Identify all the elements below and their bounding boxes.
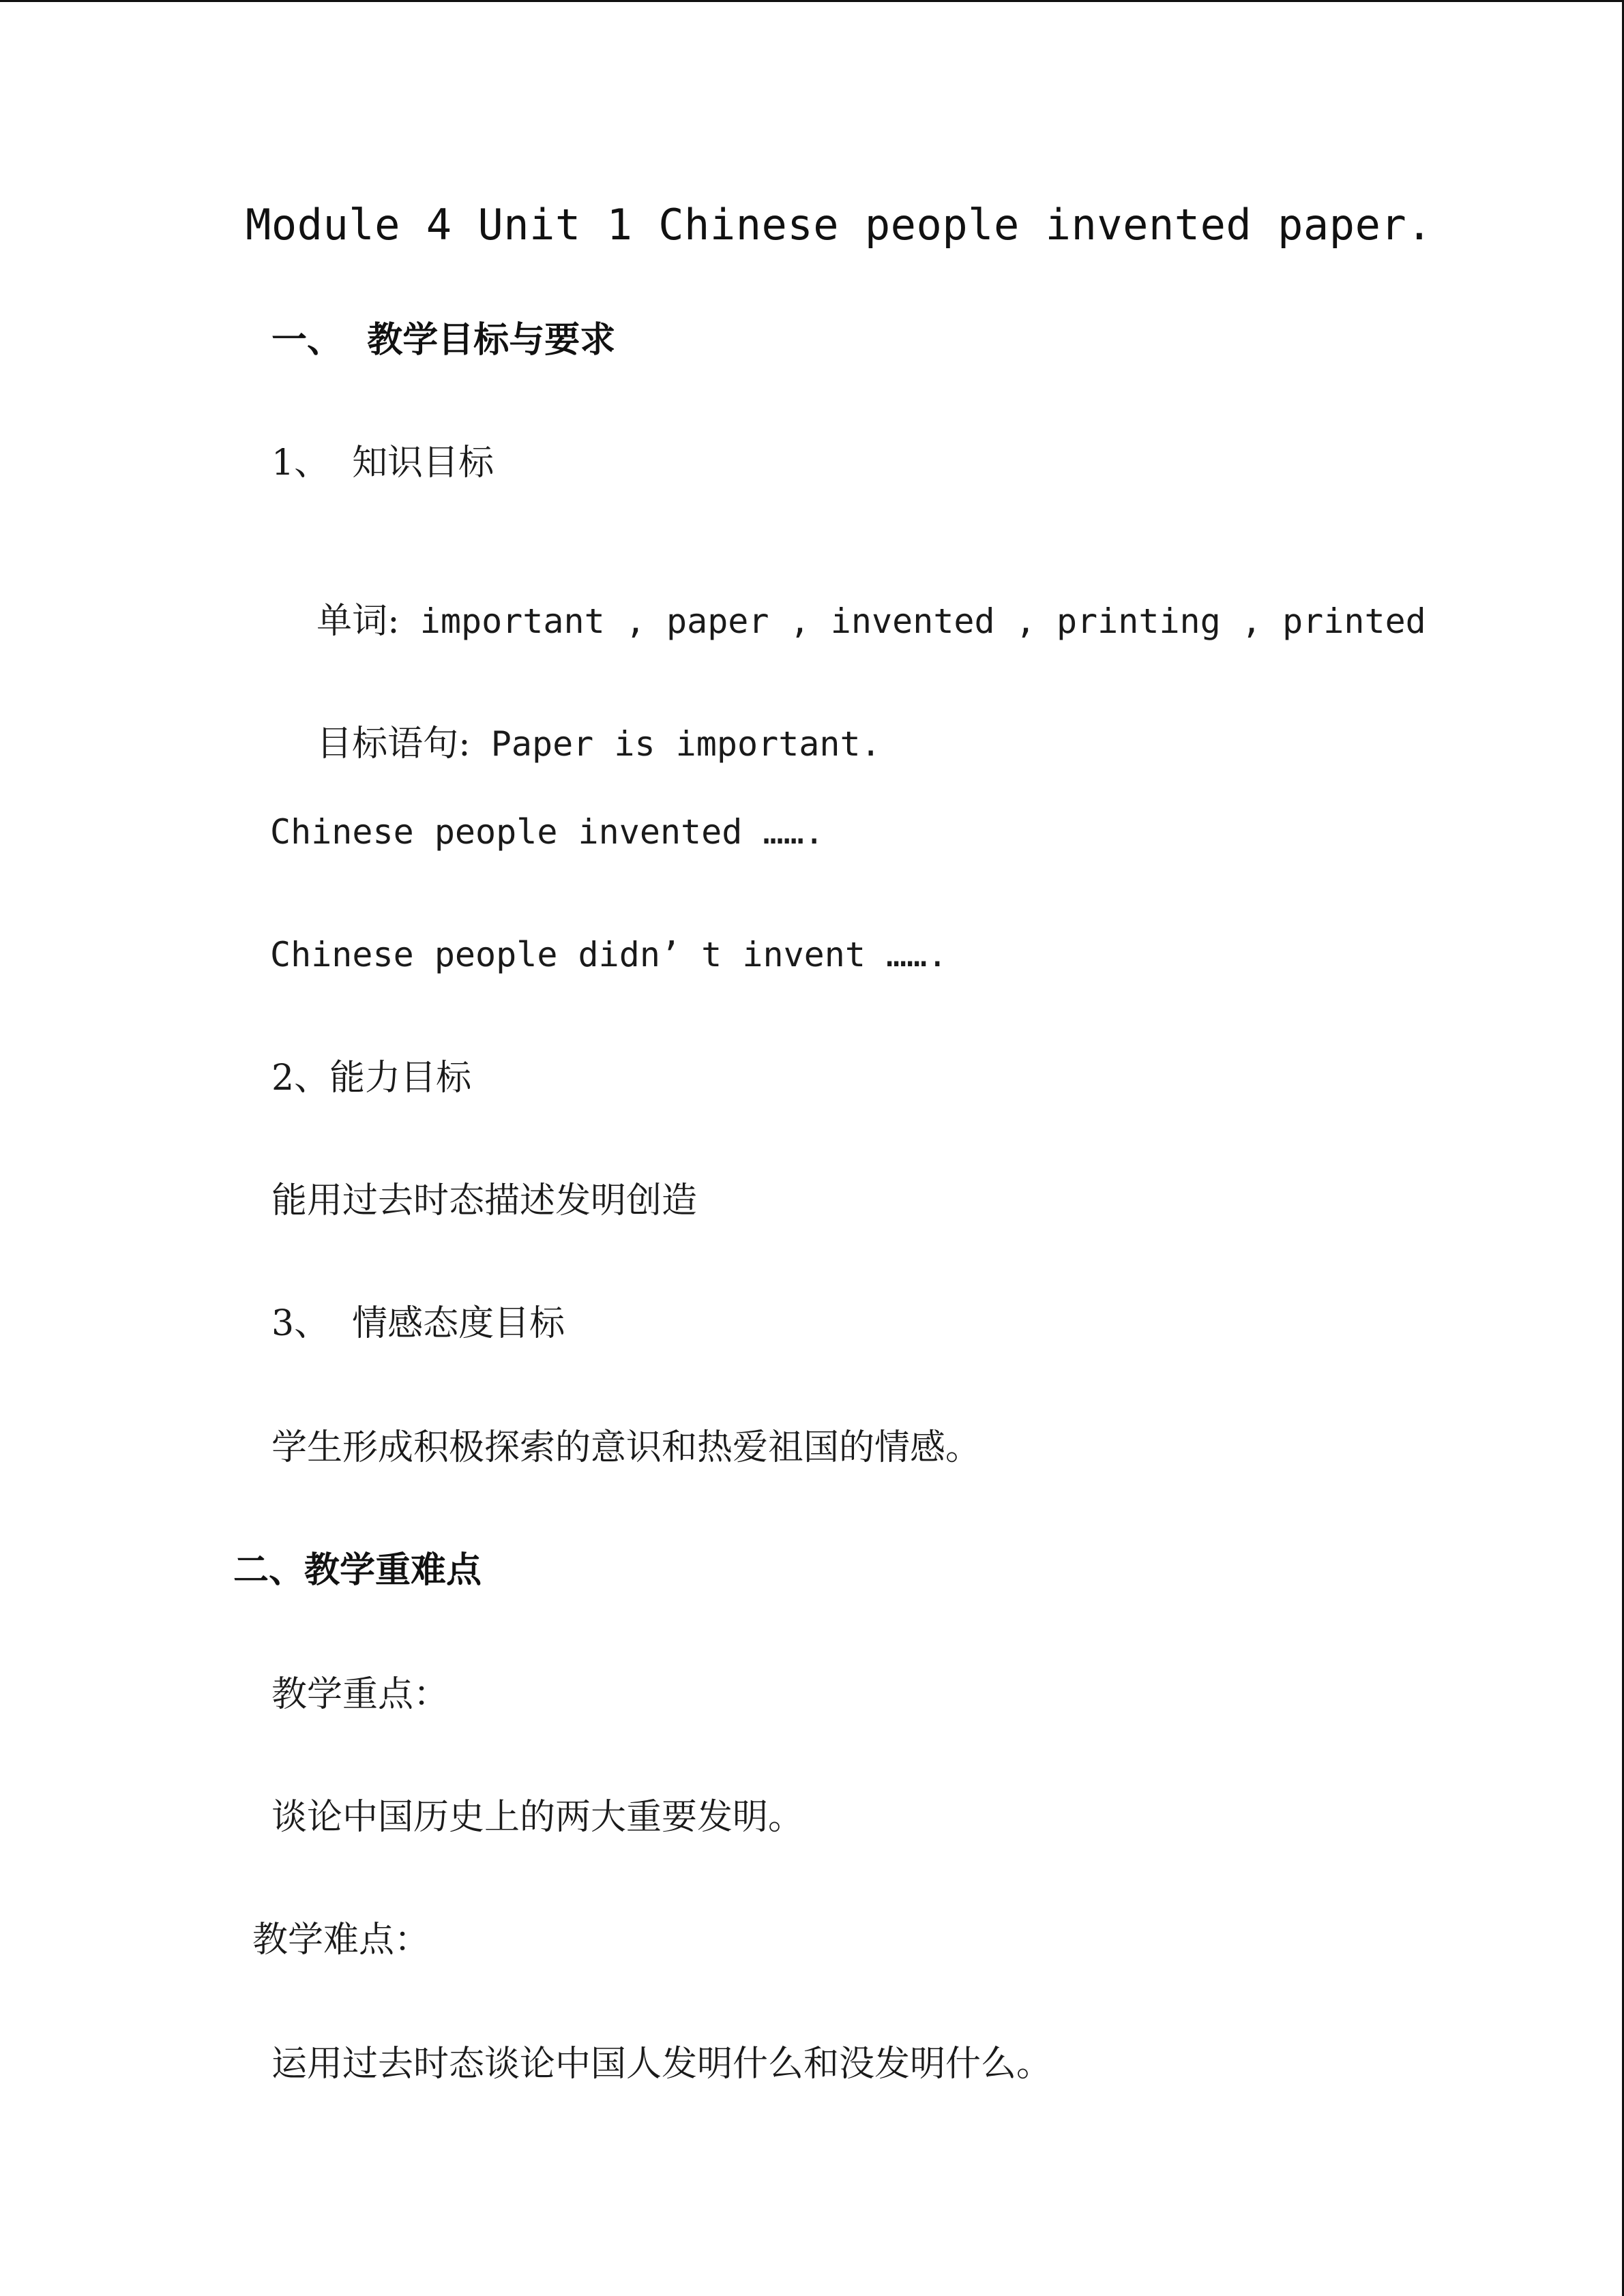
difficult-points-label: 教学难点： [252, 1920, 430, 1960]
key-points-text: 谈论中国历史上的两大重要发明。 [271, 1797, 804, 1838]
emotion-goal-text: 学生形成积极探索的意识和热爱祖国的情感。 [271, 1427, 981, 1468]
ability-goal-text: 能用过去时态描述发明创造 [271, 1180, 698, 1221]
vocabulary-words: important , paper , invented , printing , printed [399, 601, 1426, 641]
vocabulary-line [271, 568, 1426, 674]
section-2-heading: 二、教学重难点 [233, 1550, 482, 1591]
ability-goal-heading: 2、能力目标 [271, 1058, 472, 1099]
section-1-heading: 一、 教学目标与要求 [271, 320, 616, 361]
target-sentences-label: 目标语句: [316, 724, 471, 764]
target-sentence-2: Chinese people invented ……. [270, 812, 825, 852]
document-title: Module 4 Unit 1 Chinese people invented paper. [246, 200, 1433, 250]
knowledge-goal-heading: 1、 知识目标 [271, 443, 494, 483]
target-sentence-3: Chinese people didn’ t invent ……. [270, 935, 948, 974]
emotion-goal-heading: 3、 情感态度目标 [271, 1303, 565, 1344]
target-sentences-line [271, 691, 881, 797]
target-sentence-1: Paper is important. [470, 724, 881, 764]
key-points-label: 教学重点： [271, 1674, 449, 1715]
difficult-points-text: 运用过去时态谈论中国人发明什么和没发明什么。 [271, 2044, 1052, 2085]
vocabulary-label: 单词: [316, 601, 400, 642]
